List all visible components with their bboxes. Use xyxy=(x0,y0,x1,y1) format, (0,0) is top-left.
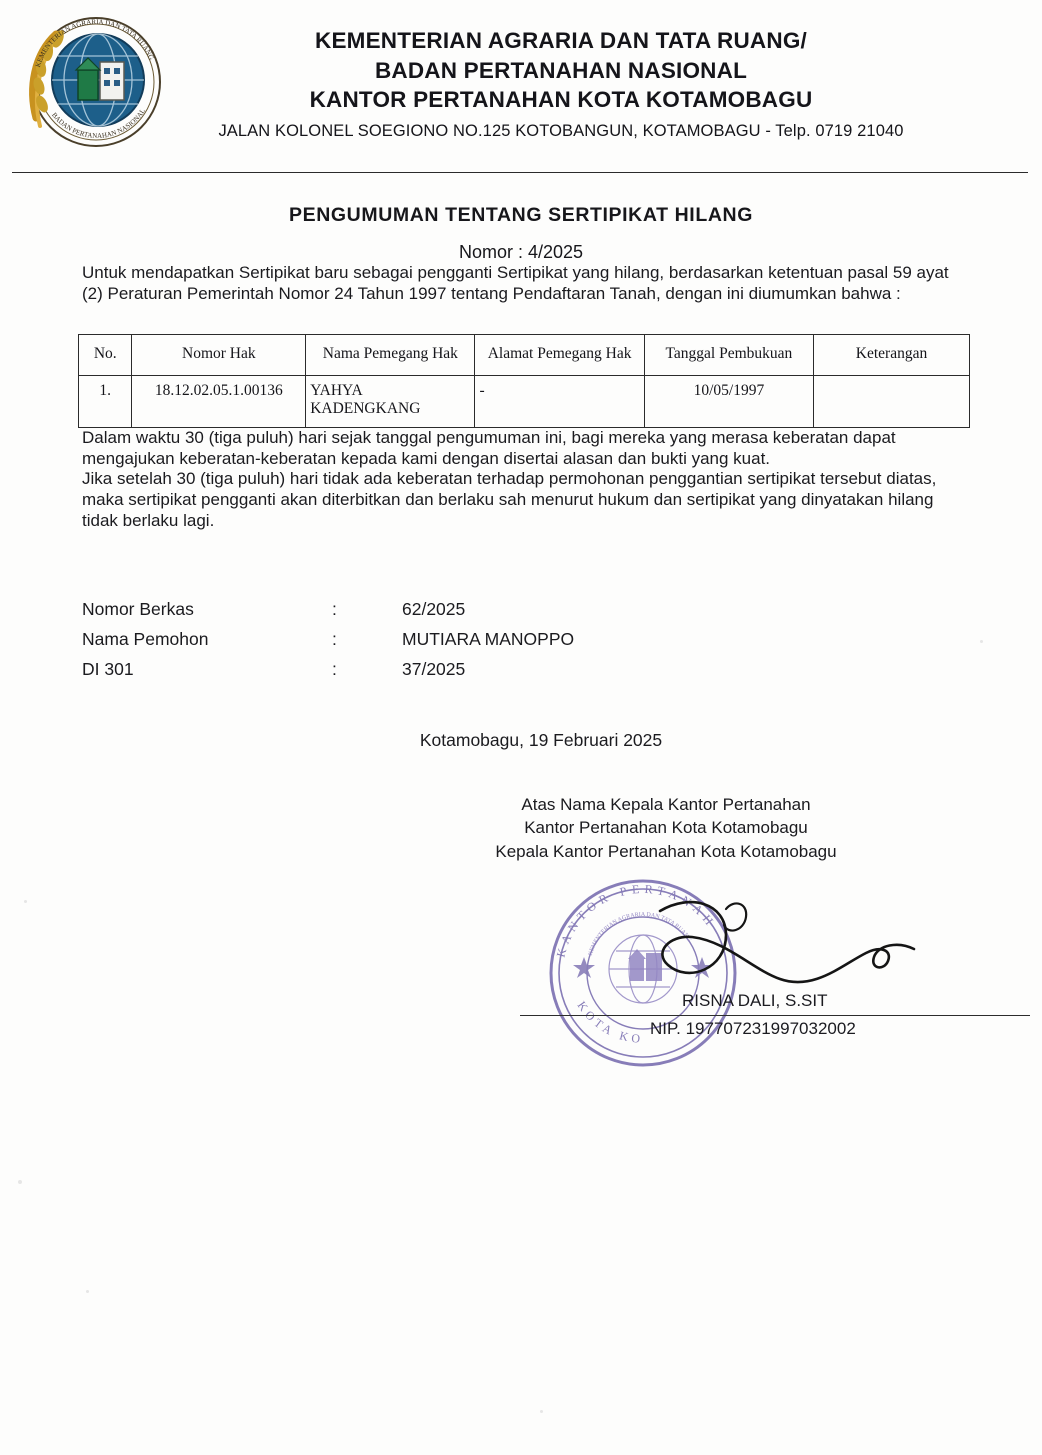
label-nomor-berkas: Nomor Berkas xyxy=(82,598,194,619)
signer-nip: NIP. 197707231997032002 xyxy=(650,1019,856,1039)
cell-nomor-hak: 18.12.02.05.1.00136 xyxy=(132,375,306,427)
th-nomor-hak: Nomor Hak xyxy=(132,335,306,375)
colon-di301: : xyxy=(332,658,337,679)
th-tanggal-pembukuan: Tanggal Pembukuan xyxy=(644,335,813,375)
signer-name: RISNA DALI, S.SIT xyxy=(682,991,828,1011)
th-nama-pemegang: Nama Pemegang Hak xyxy=(306,335,475,375)
cell-tanggal-pembukuan: 10/05/1997 xyxy=(644,375,813,427)
office-line: KANTOR PERTANAHAN KOTA KOTAMOBAGU xyxy=(309,87,813,113)
place-and-date: Kotamobagu, 19 Februari 2025 xyxy=(419,729,663,750)
body-section xyxy=(0,428,1042,532)
signature-line-1: Atas Nama Kepala Kantor Pertanahan xyxy=(521,794,811,814)
table-row xyxy=(79,375,970,427)
intro-paragraph: Untuk mendapatkan Sertipikat baru sebagai pengganti Sertipikat yang hilang, berdasarkan ketentuan pasal 59 ayat (2) Peraturan Pemerintah Nomor 24 Tahun 1997 tentang Pendaftaran Tanah, dengan ini diumumkan bahwa : xyxy=(82,263,949,303)
svg-text:KEMENTERIAN AGRARIA DAN TATA R: KEMENTERIAN AGRARIA DAN TATA RUANG xyxy=(34,17,156,69)
value-di301: 37/2025 xyxy=(402,658,466,679)
scan-speck xyxy=(18,1180,22,1184)
signature-block xyxy=(0,793,1042,1053)
cell-no: 1. xyxy=(79,375,132,427)
document-number: Nomor : 4/2025 xyxy=(458,242,584,262)
scan-speck xyxy=(540,1410,543,1413)
header-divider xyxy=(12,172,1028,173)
scan-speck xyxy=(86,1290,89,1293)
field-row-nama-pemohon xyxy=(82,624,1042,654)
label-nama-pemohon: Nama Pemohon xyxy=(82,628,209,649)
value-nama-pemohon: MUTIARA MANOPPO xyxy=(402,628,575,649)
label-di301: DI 301 xyxy=(82,658,134,679)
cell-nama-pemegang: YAHYA KADENGKANG xyxy=(306,375,475,427)
fields-block xyxy=(0,594,1042,684)
registry-table-wrapper xyxy=(0,334,1042,427)
signature-line-3: Kepala Kantor Pertanahan Kota Kotamobagu xyxy=(495,841,837,861)
colon-nomor-berkas: : xyxy=(332,598,337,619)
page-title: PENGUMUMAN TENTANG SERTIPIKAT HILANG xyxy=(289,204,753,226)
cell-keterangan xyxy=(814,375,970,427)
ministry-line-2: BADAN PERTANAHAN NASIONAL xyxy=(374,57,748,83)
intro-section xyxy=(0,263,1042,304)
bpn-logo-icon xyxy=(18,8,168,166)
document-header xyxy=(0,0,1042,160)
svg-text:BADAN PERTANAHAN NASIONAL: BADAN PERTANAHAN NASIONAL xyxy=(50,107,147,140)
cell-alamat-pemegang: - xyxy=(475,375,644,427)
objection-paragraph: Dalam waktu 30 (tiga puluh) hari sejak tanggal pengumuman ini, bagi mereka yang merasa keberatan dapat mengajukan keberatan-keberatan kepada kami dengan disertai alasan dan bukti yang kuat. xyxy=(82,427,896,468)
title-block xyxy=(0,204,1042,263)
scan-speck xyxy=(980,640,983,643)
th-no: No. xyxy=(79,335,132,375)
after-paragraph: Jika setelah 30 (tiga puluh) hari tidak ada keberatan terhadap permohonan penggantian sertipikat tersebut diatas, maka sertipikat pengganti akan diterbitkan dan berlaku sah menurut hukum dan sertipikat yang dinyatakan hilang tidak berlaku lagi. xyxy=(82,469,937,530)
scan-speck xyxy=(24,900,27,903)
registry-table xyxy=(78,334,970,427)
official-stamp-icon xyxy=(538,873,748,1078)
th-alamat-pemegang: Alamat Pemegang Hak xyxy=(475,335,644,375)
field-row-nomor-berkas xyxy=(82,594,1042,624)
office-address: JALAN KOLONEL SOEGIONO NO.125 KOTOBANGUN, KOTAMOBAGU - Telp. 0719 21040 xyxy=(218,122,904,141)
field-row-di301 xyxy=(82,654,1042,684)
svg-text:KANTOR PERTANAH: KANTOR PERTANAH xyxy=(553,881,720,959)
value-nomor-berkas: 62/2025 xyxy=(402,598,466,619)
svg-text:KEMENTERIAN AGRARIA DAN TATA R: KEMENTERIAN AGRARIA DAN TATA RUANG xyxy=(587,912,692,957)
signature-line-2: Kantor Pertanahan Kota Kotamobagu xyxy=(524,818,808,838)
table-header-row xyxy=(79,335,970,375)
signature-area xyxy=(330,863,1002,1053)
signature-underline xyxy=(520,1015,1030,1016)
colon-nama-pemohon: : xyxy=(332,628,337,649)
th-keterangan: Keterangan xyxy=(814,335,970,375)
ministry-line-1: KEMENTERIAN AGRARIA DAN TATA RUANG/ xyxy=(315,28,807,53)
svg-text:KOTA KO: KOTA KO xyxy=(574,998,645,1047)
